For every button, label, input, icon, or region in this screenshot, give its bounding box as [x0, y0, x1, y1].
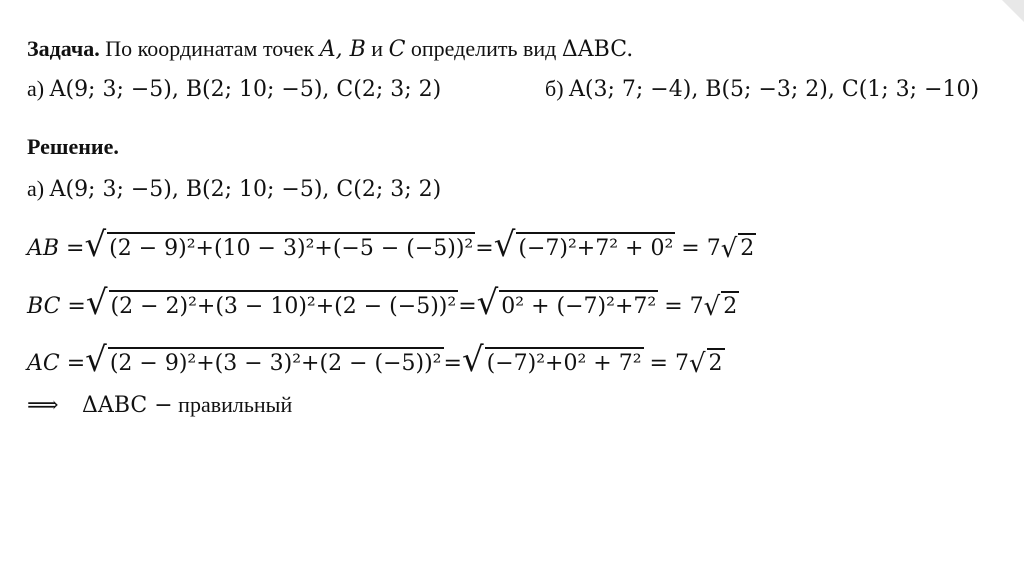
sqrt-expression	[493, 225, 676, 265]
equation-ac	[27, 337, 725, 380]
sqrt-icon: √	[84, 225, 107, 265]
sqrt-expression	[461, 340, 644, 380]
part-b-prefix: б)	[545, 76, 564, 101]
sqrt-expression	[476, 283, 659, 323]
radicand: 0² + (−7)²+7²	[499, 290, 658, 320]
solution-prefix: а)	[27, 176, 45, 201]
result-radicand: 2	[738, 233, 756, 262]
equation-lhs: AC =	[27, 351, 86, 376]
solution-label: Решение.	[27, 134, 119, 159]
sqrt-expression	[85, 283, 458, 323]
solution-part-a	[27, 176, 441, 203]
equation-lhs: BC =	[27, 294, 86, 319]
solution-coords: A(9; 3; −5), B(2; 10; −5), C(2; 3; 2)	[49, 177, 442, 202]
sqrt-icon: √	[85, 283, 108, 323]
part-a-prefix: а)	[27, 76, 45, 101]
task-points: A, B	[319, 37, 366, 62]
result-sqrt	[689, 348, 725, 377]
result-radicand: 2	[721, 291, 739, 320]
equals-sign: =	[443, 351, 462, 376]
sqrt-icon: √	[85, 340, 107, 380]
sqrt-expression	[84, 225, 475, 265]
part-b-line	[545, 76, 979, 103]
radicand: (−7)²+7² + 0²	[516, 232, 675, 262]
result-coefficient: = 7	[681, 236, 721, 261]
part-a-line	[27, 76, 441, 103]
task-label: Задача.	[27, 36, 100, 61]
equals-sign: =	[475, 236, 494, 261]
result-coefficient: = 7	[649, 351, 689, 376]
task-text: По координатам точек	[105, 36, 315, 61]
result-coefficient: = 7	[664, 294, 704, 319]
radicand: (2 − 9)²+(10 − 3)²+(−5 − (−5))²	[107, 232, 475, 262]
sqrt-icon: √	[688, 349, 706, 379]
result-radicand: 2	[707, 348, 725, 377]
task-statement	[27, 36, 633, 63]
page-corner-fold	[1002, 0, 1024, 22]
sqrt-icon: √	[476, 283, 499, 323]
task-point-c: C	[388, 37, 406, 62]
equation-ab	[27, 222, 756, 265]
sqrt-expression	[85, 340, 443, 380]
conclusion	[27, 392, 292, 419]
radicand: (2 − 2)²+(3 − 10)²+(2 − (−5))²	[109, 290, 459, 320]
sqrt-icon: √	[720, 234, 738, 264]
sqrt-icon: √	[703, 292, 721, 322]
sqrt-icon: √	[461, 340, 484, 380]
task-text2: определить вид	[410, 36, 557, 61]
part-b-coords: A(3; 7; −4), B(5; −3; 2), C(1; 3; −10)	[569, 77, 980, 102]
sqrt-icon: √	[493, 225, 516, 265]
part-a-coords: A(9; 3; −5), B(2; 10; −5), C(2; 3; 2)	[49, 77, 442, 102]
result-sqrt	[704, 291, 740, 320]
task-triangle: ΔABC.	[561, 37, 634, 62]
conclusion-text: правильный	[178, 392, 293, 417]
equation-bc	[27, 280, 739, 323]
solution-heading	[27, 134, 119, 160]
radicand: (−7)²+0² + 7²	[485, 347, 644, 377]
result-sqrt	[721, 233, 757, 262]
radicand: (2 − 9)²+(3 − 3)²+(2 − (−5))²	[108, 347, 444, 377]
equation-lhs: AB =	[27, 236, 85, 261]
implies-arrow-icon: ⟹	[27, 393, 59, 418]
conclusion-triangle: ΔABC −	[82, 393, 173, 418]
equals-sign: =	[458, 294, 477, 319]
task-and: и	[371, 36, 384, 61]
